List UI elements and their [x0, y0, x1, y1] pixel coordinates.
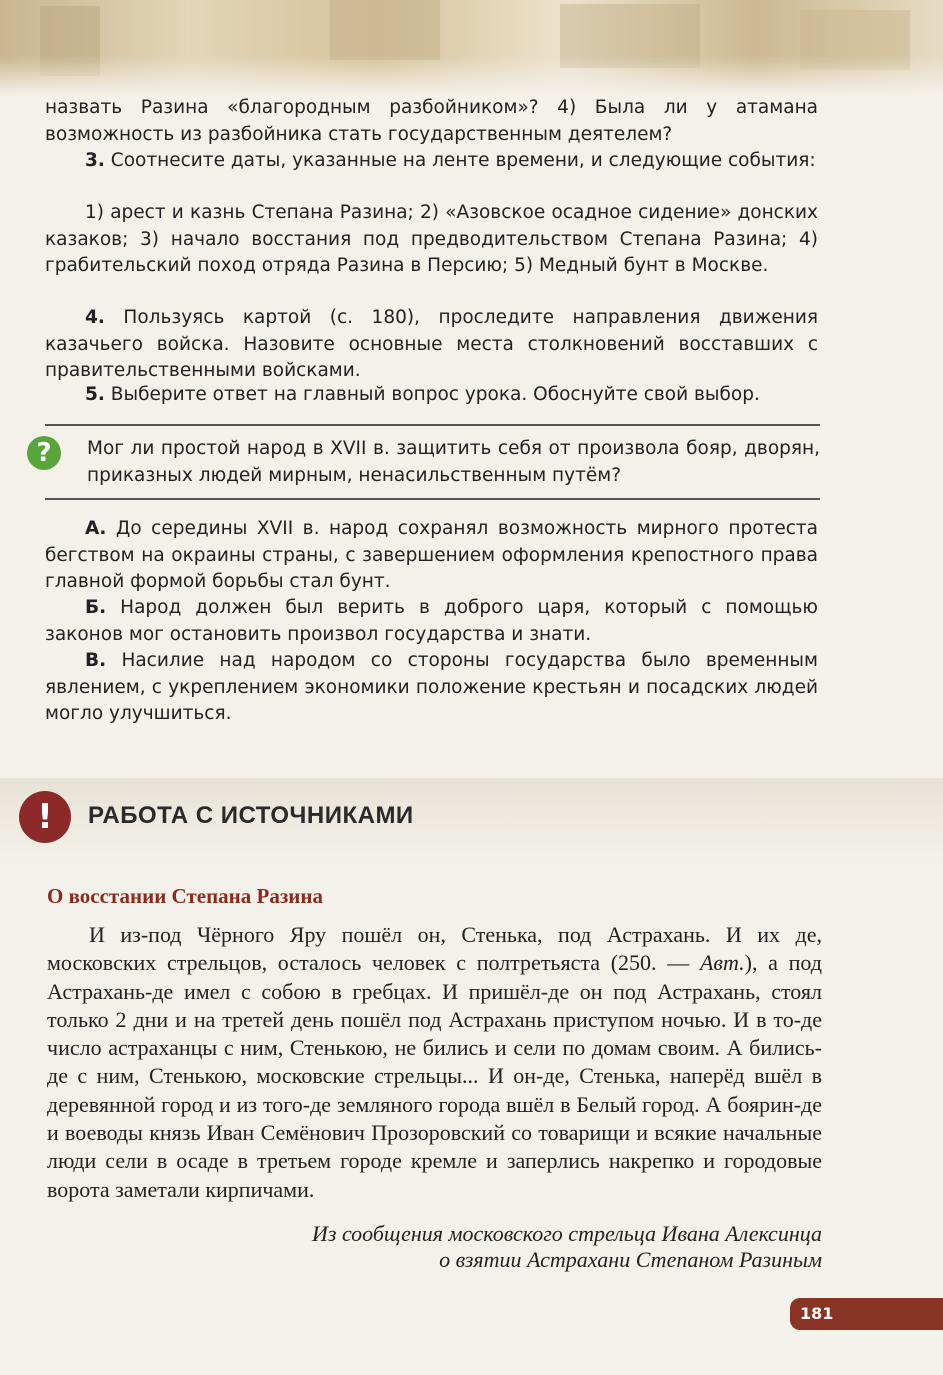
- question-continuation: назвать Разина «благородным разбойником»? 4) Была ли у атамана возможность из разбойника стать государственным деятелем?: [45, 97, 818, 145]
- sources-section-title: РАБОТА С ИСТОЧНИКАМИ: [88, 802, 414, 829]
- banner-building-shape: [330, 0, 440, 60]
- answer-letter: Б.: [85, 597, 107, 618]
- banner-building-shape: [40, 6, 100, 76]
- answer-letter: В.: [85, 650, 107, 671]
- divider-top: [45, 424, 820, 426]
- question-4: 4. Пользуясь картой (с. 180), проследите направления движения казачьего войска. Назовите основные места столкновений восставших с правительственными войсками.: [45, 307, 818, 381]
- source-attribution-line-2: о взятии Астрахани Степаном Разиным: [439, 1247, 822, 1272]
- question-3-number: 3.: [85, 150, 105, 171]
- question-4-number: 4.: [85, 307, 105, 328]
- question-icon: ?: [27, 436, 61, 470]
- exclamation-icon: !: [19, 791, 71, 843]
- page-number-badge: [790, 1298, 943, 1330]
- main-question: Мог ли простой народ в XVII в. защитить себя от произвола бояр, дворян, приказных людей мирным, ненасильственным путём?: [87, 438, 820, 486]
- abbreviation-author: Авт.: [699, 950, 745, 976]
- answer-b: Б. Народ должен был верить в доброго царя, который с помощью законов мог остановить произвол государства и знати.: [45, 597, 818, 645]
- divider-bottom: [45, 498, 820, 500]
- banner-building-shape: [560, 4, 700, 68]
- answer-letter: А.: [85, 518, 107, 539]
- top-decorative-banner: [0, 0, 943, 96]
- document-title: О восстании Степана Разина: [47, 884, 323, 908]
- document-body: И из-под Чёрного Яру пошёл он, Стенька, под Астрахань. И их де, московских стрельцов, осталось человек с полтретьяста (250. — Авт.), а под Астрахань-де имел с собою в гребцах. И пришёл-де он под Астрахань, стоял только 2 дни и на третей день пошёл под Астрахань приступом ночью. И в то-де число астраханцы с ним, Стенькою, не бились и сели по домам своим. А бились-де с ним, Стенькою, московские стрельцы... И он-де, Стенька, наперёд вшёл в деревянной город и из того-де земляного города вшёл в Белый город. А боярин-де и воеводы князь Иван Семёнович Прозоровский со товарищи и всякие начальные люди сели в осаде в третьем городе кремле и заперлись накрепко и городовые ворота заметали кирпичами.: [47, 922, 822, 1202]
- banner-building-shape: [800, 10, 910, 70]
- question-5: 5. Выберите ответ на главный вопрос урока. Обоснуйте свой выбор.: [85, 384, 760, 405]
- question-3: 3. Соотнесите даты, указанные на ленте времени, и следующие события:: [85, 150, 816, 171]
- page-number: 181: [800, 1304, 834, 1323]
- answer-c: В. Насилие над народом со стороны государства было временным явлением, с укреплением экономики положение крестьян и посадских людей могло улучшиться.: [45, 650, 818, 724]
- answer-a: А. До середины XVII в. народ сохранял возможность мирного протеста бегством на окраины страны, с завершением оформления крепостного права главной формой борьбы стал бунт.: [45, 518, 818, 592]
- question-3-items: 1) арест и казнь Степана Разина; 2) «Азовское осадное сидение» донских казаков; 3) начало восстания под предводительством Степана Разина; 4) грабительский поход отряда Разина в Персию; 5) Медный бунт в Москве.: [45, 202, 818, 276]
- source-attribution-line-1: Из сообщения московского стрельца Ивана Алексинца: [311, 1221, 822, 1246]
- question-5-number: 5.: [85, 384, 105, 405]
